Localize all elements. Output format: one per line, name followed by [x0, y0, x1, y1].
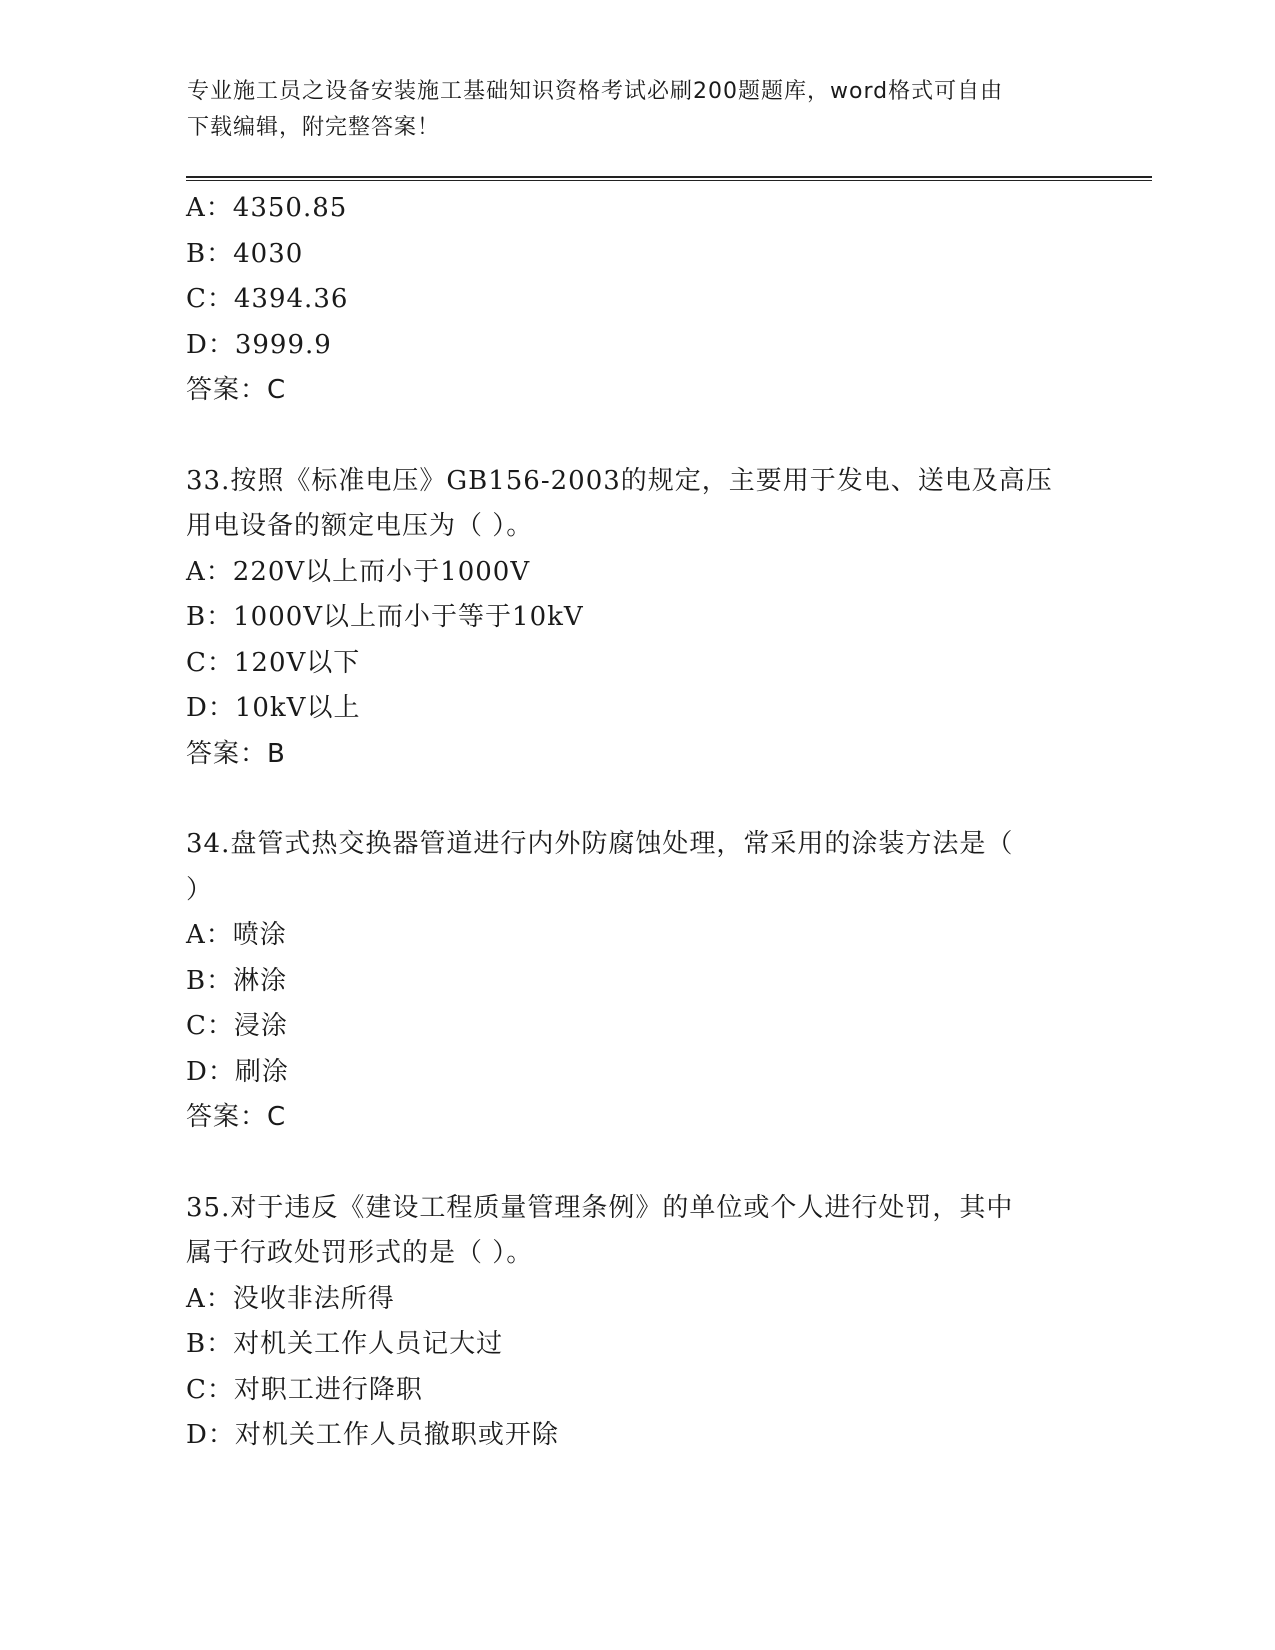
question-33: [186, 459, 1086, 778]
option-d: D：刷涂: [186, 1056, 289, 1087]
option-c: C：120V以下: [186, 647, 361, 678]
answer: 答案：C: [186, 375, 287, 405]
question-stem: 35.对于违反《建设工程质量管理条例》的单位或个人进行处罚，其中: [186, 1192, 1014, 1223]
option-b: B：1000V以上而小于等于10kV: [186, 602, 584, 632]
header-divider: [186, 176, 1152, 181]
option-a: A：220V以上而小于1000V: [186, 556, 531, 587]
question-stem: 34.盘管式热交换器管道进行内外防腐蚀处理，常采用的涂装方法是（: [186, 829, 1014, 859]
question-stem: 属于行政处罚形式的是（ ）。: [186, 1238, 534, 1268]
option-a: A：4350.85: [186, 193, 348, 223]
answer: 答案：B: [186, 738, 286, 769]
option-b: B：对机关工作人员记大过: [186, 1329, 504, 1359]
document-header: [187, 74, 1077, 146]
option-d: D：对机关工作人员撤职或开除: [186, 1420, 559, 1450]
option-d: D：10kV以上: [186, 693, 361, 723]
option-b: B：淋涂: [186, 965, 288, 996]
option-c: C：浸涂: [186, 1011, 288, 1041]
question-list: [186, 186, 1086, 1459]
option-a: A：喷涂: [186, 920, 287, 950]
question-32: [186, 186, 1086, 414]
option-b: B：4030: [186, 238, 304, 269]
option-c: C：4394.36: [186, 284, 349, 314]
question-34: [186, 822, 1086, 1141]
question-stem: ）: [186, 874, 214, 905]
option-c: C：对职工进行降职: [186, 1374, 423, 1405]
option-a: A：没收非法所得: [186, 1283, 395, 1314]
question-stem: 用电设备的额定电压为（ ）。: [186, 511, 534, 541]
answer: 答案：C: [186, 1102, 287, 1132]
question-stem: 33.按照《标准电压》GB156-2003的规定，主要用于发电、送电及高压: [186, 465, 1053, 496]
header-line-2: 下载编辑，附完整答案！: [187, 115, 441, 140]
question-35: [186, 1186, 1086, 1459]
option-d: D：3999.9: [186, 329, 332, 360]
header-line-1: 专业施工员之设备安装施工基础知识资格考试必刷200题题库，word格式可自由: [187, 79, 1004, 104]
